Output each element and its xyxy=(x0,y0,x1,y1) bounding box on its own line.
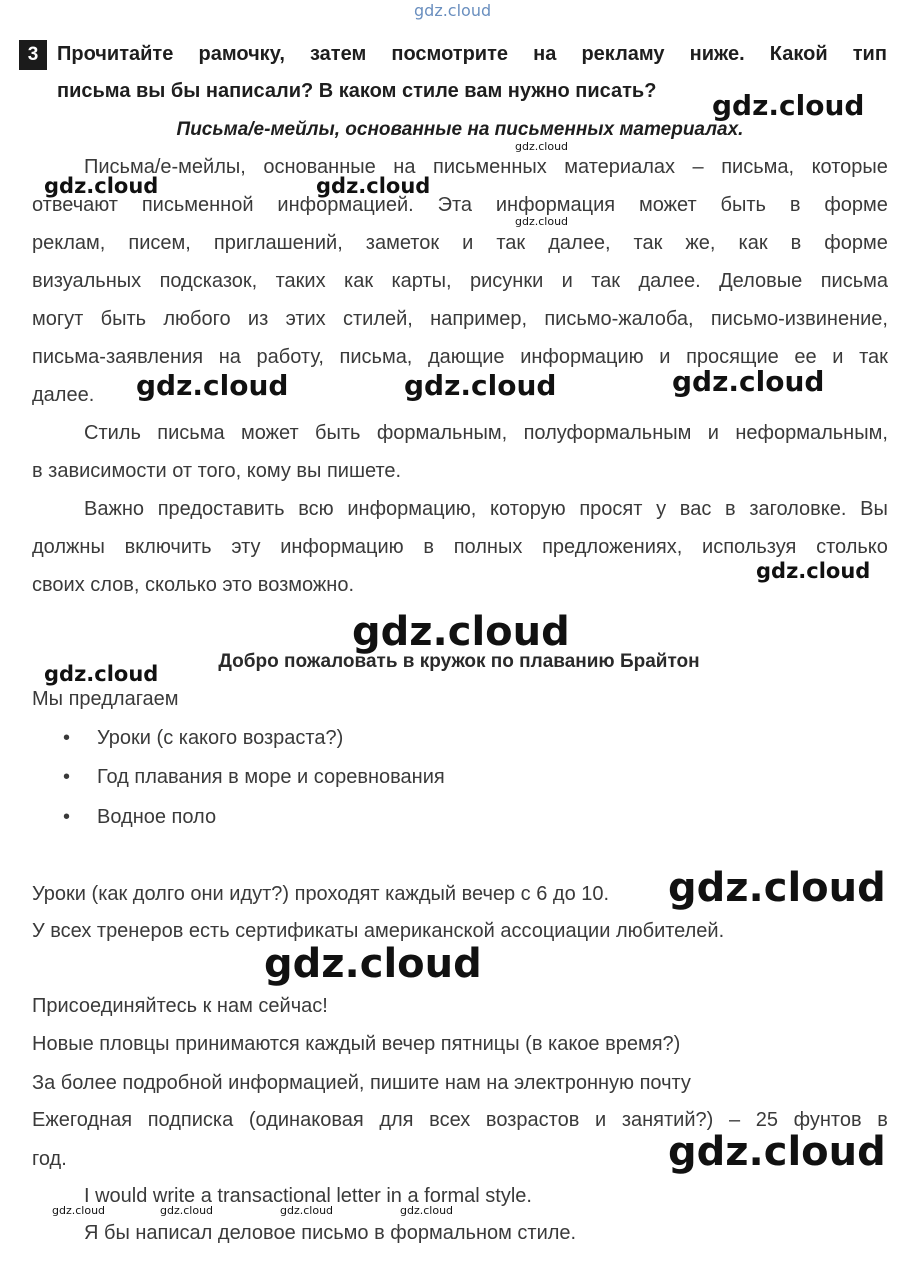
watermark: gdz.cloud xyxy=(414,1,492,20)
word: письма, xyxy=(339,346,413,368)
word: предоставить xyxy=(157,498,285,520)
ad-new-swimmers: Новые пловцы принимаются каждый вечер пятницы (в какое время?) xyxy=(32,1033,681,1055)
paragraph-line xyxy=(32,195,888,215)
word: быть xyxy=(100,308,147,330)
word: письменных xyxy=(433,156,547,178)
word: в xyxy=(725,498,736,520)
watermark: gdz.cloud xyxy=(404,369,557,402)
word: Важно xyxy=(84,498,145,520)
watermark: gdz.cloud xyxy=(400,1204,454,1217)
word: всю xyxy=(298,498,334,520)
bullet-dot-icon: • xyxy=(63,806,71,828)
word: и xyxy=(707,422,719,444)
bullet-dot-icon: • xyxy=(63,727,71,749)
word: просят xyxy=(579,498,643,520)
watermark: gdz.cloud xyxy=(515,215,569,228)
word: же, xyxy=(685,232,716,254)
word: возрастов xyxy=(485,1109,580,1131)
word: вас xyxy=(679,498,712,520)
ad-bullet-item xyxy=(63,807,216,827)
word: ниже. xyxy=(689,43,745,65)
word: как xyxy=(344,270,374,292)
word: Прочитайте xyxy=(57,43,174,65)
word: этих xyxy=(285,308,326,330)
word: как xyxy=(738,232,768,254)
word: и xyxy=(832,346,844,368)
word: которые xyxy=(811,156,888,178)
section-subheading: Письма/е-мейлы, основанные на письменных материалах. xyxy=(176,119,744,140)
word: письма xyxy=(820,270,888,292)
word: письма xyxy=(157,422,225,444)
word: отвечают xyxy=(32,194,118,216)
ad-bullet-text: Водное поло xyxy=(97,806,217,828)
word: заметок xyxy=(365,232,440,254)
word: быть xyxy=(720,194,766,216)
word: Вы xyxy=(860,498,888,520)
word: могут xyxy=(32,308,84,330)
word: просящие xyxy=(686,346,779,368)
word: посмотрите xyxy=(391,43,509,65)
word: и xyxy=(594,1109,607,1131)
watermark: gdz.cloud xyxy=(712,89,865,122)
word: ее xyxy=(794,346,817,368)
word: информацию xyxy=(520,346,644,368)
answer-english: I would write a transactional letter in a formal style. xyxy=(84,1185,532,1207)
word: предложениях, xyxy=(542,536,683,558)
watermark: gdz.cloud xyxy=(160,1204,214,1217)
ad-bullet-item xyxy=(63,767,445,787)
ad-lessons: Уроки (как долго они идут?) проходят каждый вечер с 6 до 10. xyxy=(32,883,610,905)
word: фунтов xyxy=(793,1109,862,1131)
word: подсказок, xyxy=(159,270,258,292)
ad-title: Добро пожаловать в кружок по плаванию Брайтон xyxy=(218,651,700,672)
task-instruction-line-1 xyxy=(57,43,887,66)
watermark: gdz.cloud xyxy=(52,1204,106,1217)
word: реклам, xyxy=(32,232,106,254)
word: рамочку, xyxy=(198,43,285,65)
paragraph-line xyxy=(84,157,888,177)
word: основанные xyxy=(263,156,376,178)
ad-subscription-line-2: год. xyxy=(32,1148,67,1170)
word: материалах xyxy=(564,156,675,178)
word: рекламу xyxy=(581,43,665,65)
paragraph-line: в зависимости от того, кому вы пишете. xyxy=(32,460,402,482)
word: информацию xyxy=(280,536,404,558)
word: Деловые xyxy=(719,270,803,292)
word: например, xyxy=(430,308,528,330)
ad-subscription-line-1 xyxy=(32,1110,888,1130)
word: в xyxy=(789,194,801,216)
answer-russian: Я бы написал деловое письмо в формальном стиле. xyxy=(84,1222,577,1244)
word: Эта xyxy=(437,194,472,216)
paragraph-line xyxy=(32,271,888,291)
watermark: gdz.cloud xyxy=(44,174,159,198)
word: в xyxy=(423,536,434,558)
task-number-badge: 3 xyxy=(19,40,47,70)
word: писем, xyxy=(128,232,191,254)
word: на xyxy=(393,156,416,178)
ad-join: Присоединяйтесь к нам сейчас! xyxy=(32,995,328,1017)
watermark: gdz.cloud xyxy=(668,1129,886,1175)
word: визуальных xyxy=(32,270,142,292)
word: (одинаковая xyxy=(248,1109,364,1131)
word: форме xyxy=(824,232,888,254)
watermark: gdz.cloud xyxy=(280,1204,334,1217)
word: далее. xyxy=(638,270,701,292)
paragraph-line: далее. xyxy=(32,384,95,406)
word: письма-заявления xyxy=(32,346,204,368)
paragraph-line xyxy=(32,347,888,367)
task-instruction-line-2: письма вы бы написали? В каком стиле вам нужно писать? xyxy=(57,80,657,102)
word: полных xyxy=(453,536,523,558)
word: так xyxy=(633,232,663,254)
watermark: gdz.cloud xyxy=(316,174,431,198)
paragraph-line: своих слов, сколько это возможно. xyxy=(32,574,355,596)
word: подписка xyxy=(147,1109,234,1131)
word: из xyxy=(247,308,269,330)
word: карты, xyxy=(391,270,452,292)
word: 25 xyxy=(755,1109,778,1131)
word: столько xyxy=(816,536,888,558)
watermark: gdz.cloud xyxy=(136,369,289,402)
word: Какой xyxy=(769,43,828,65)
word: приглашений, xyxy=(213,232,343,254)
word: должны xyxy=(32,536,105,558)
word: так xyxy=(591,270,621,292)
word: стилей, xyxy=(343,308,413,330)
word: работу, xyxy=(256,346,324,368)
word: любого xyxy=(163,308,231,330)
watermark: gdz.cloud xyxy=(352,609,570,655)
word: и xyxy=(561,270,573,292)
watermark: gdz.cloud xyxy=(756,559,871,583)
word: рисунки xyxy=(469,270,544,292)
word: заголовке. xyxy=(749,498,847,520)
word: формальным, xyxy=(376,422,508,444)
word: информацию, xyxy=(347,498,477,520)
word: в xyxy=(877,1109,888,1131)
word: которую xyxy=(490,498,566,520)
word: и xyxy=(462,232,474,254)
word: тип xyxy=(852,43,887,65)
word: письмо-жалоба, xyxy=(544,308,694,330)
word: так xyxy=(859,346,888,368)
word: у xyxy=(656,498,667,520)
ad-coaches: У всех тренеров есть сертификаты американской ассоциации любителей. xyxy=(32,920,725,942)
word: Стиль xyxy=(84,422,141,444)
word: может xyxy=(639,194,697,216)
word: для xyxy=(379,1109,414,1131)
bullet-dot-icon: • xyxy=(63,766,71,788)
word: эту xyxy=(231,536,261,558)
word: письменной xyxy=(141,194,254,216)
watermark: gdz.cloud xyxy=(668,865,886,911)
word: информацией. xyxy=(277,194,414,216)
paragraph-line xyxy=(32,233,888,253)
word: – xyxy=(728,1109,741,1131)
ad-bullet-text: Уроки (с какого возраста?) xyxy=(97,727,344,749)
word: затем xyxy=(310,43,367,65)
ad-email: За более подробной информацией, пишите нам на электронную почту xyxy=(32,1072,691,1094)
ad-bullet-text: Год плавания в море и соревнования xyxy=(97,766,445,788)
word: таких xyxy=(275,270,326,292)
watermark: gdz.cloud xyxy=(264,941,482,987)
watermark: gdz.cloud xyxy=(672,365,825,398)
word: может xyxy=(240,422,299,444)
watermark: gdz.cloud xyxy=(515,140,569,153)
word: письмо-извинение, xyxy=(710,308,888,330)
word: и xyxy=(659,346,671,368)
word: Ежегодная xyxy=(32,1109,133,1131)
word: неформальным, xyxy=(735,422,888,444)
word: форме xyxy=(824,194,888,216)
word: включить xyxy=(124,536,212,558)
paragraph-line xyxy=(32,537,888,557)
word: так xyxy=(496,232,526,254)
word: информация xyxy=(495,194,616,216)
word: письма, xyxy=(721,156,795,178)
paragraph-line xyxy=(84,423,888,443)
word: – xyxy=(692,156,704,178)
word: в xyxy=(790,232,802,254)
word: занятий?) xyxy=(621,1109,714,1131)
word: используя xyxy=(702,536,797,558)
paragraph-line xyxy=(84,499,888,519)
word: на xyxy=(218,346,241,368)
ad-offer-intro: Мы предлагаем xyxy=(32,688,179,710)
word: на xyxy=(533,43,557,65)
word: Письма/е-мейлы, xyxy=(84,156,246,178)
word: дающие xyxy=(428,346,505,368)
watermark: gdz.cloud xyxy=(44,662,159,686)
word: полуформальным xyxy=(523,422,692,444)
paragraph-line xyxy=(32,309,888,329)
word: быть xyxy=(315,422,361,444)
ad-bullet-item xyxy=(63,728,343,748)
word: всех xyxy=(429,1109,471,1131)
word: далее, xyxy=(548,232,611,254)
